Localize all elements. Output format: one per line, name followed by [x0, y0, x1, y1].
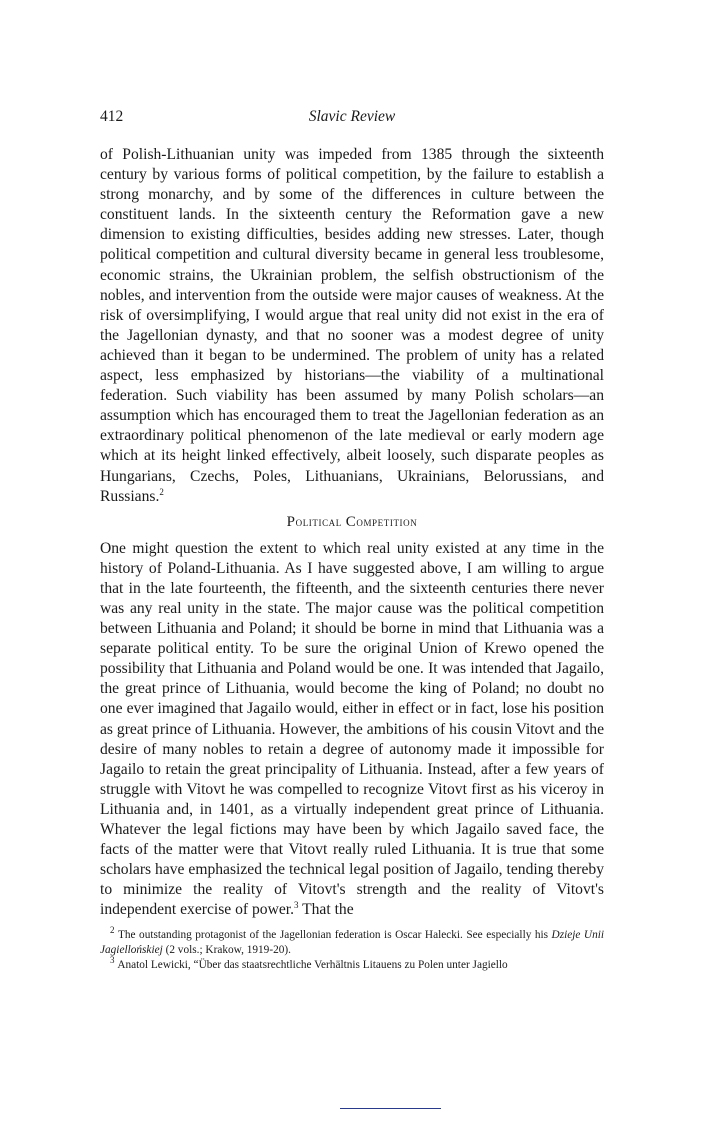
page-number: 412 [100, 108, 124, 125]
paragraph-2-tail: That the [298, 901, 354, 919]
footnote-3-text: Anatol Lewicki, “Über das staatsrechtliche Verhältnis Litauens zu Polen unter Jagiello [117, 959, 508, 972]
heading-cap-1: P [286, 513, 296, 530]
footnote-ref-2[interactable]: 2 [159, 486, 164, 497]
running-head [100, 108, 604, 132]
heading-word-1: olitical [295, 513, 342, 529]
journal-title: Slavic Review [308, 108, 396, 125]
journal-page [100, 108, 604, 973]
paragraph-1-text: of Polish-Lithuanian unity was impeded from 1385 through the sixteenth century by various forms of political competition, by the failure to establish a strong monarchy, and by some of the differences in culture between the constituent lands. In the sixteenth century the Reformation gave a new dimension to existing difficulties, besides adding new stresses. Later, though political competition and cultural diversity became in general less troublesome, economic strains, the Ukrainian problem, the selfish obstructionism of the nobles, and intervention from the outside were major causes of weakness. At the risk of oversimplifying, I would argue that real unity did not exist in the era of the Jagellonian dynasty, and that no sooner was a modest degree of unity achieved than it began to be undermined. The problem of unity has a related aspect, less emphasized by historians—the viability of a multinational federation. Such viability has been assumed by many Polish scholars—an assumption which has encouraged them to treat the Jagellonian federation as an extraordinary political phenomenon of the late medieval or early modern age which at its height linked effectively, albeit loosely, such disparate peoples as Hungarians, Czechs, Poles, Lithuanians, Ukrainians, Belorussians, and Russians. [100, 146, 604, 505]
footnotes [100, 925, 604, 973]
footnote-2-text: The outstanding protagonist of the Jagellonian federation is Oscar Halecki. See especially his [118, 929, 552, 942]
paragraph-2-text: One might question the extent to which real unity existed at any time in the history of Poland-Lithuania. As I have suggested above, I am willing to argue that in the late fourteenth, the fifteenth, and the sixteenth centuries there never was any real unity in the state. The major cause was the political competition between Lithuania and Poland; it should be borne in mind that Lithuania was a separate political entity. To be sure the original Union of Krewo opened the possibility that Lithuania and Poland would be one. It was intended that Jagailo, the great prince of Lithuania, would become the king of Poland; no doubt no one ever imagined that Jagailo would, either in effect or in fact, lose his position as great prince of Lithuania. However, the ambitions of his cousin Vitovt and the desire of many nobles to retain a degree of autonomy made it impossible for Jagailo to retain the great principality of Lithuania. Instead, after a few years of struggle with Vitovt he was compelled to recognize Vitovt first as his viceroy in Lithuania and, in 1401, as a virtually independent great prince of Lithuania. Whatever the legal fictions may have been by which Jagailo saved face, the facts of the matter were that Vitovt really ruled Lithuania. It is true that some scholars have emphasized the technical legal position of Jagailo, tending thereby to minimize the reality of Vitovt's strength and the reality of Vitovt's independent exercise of power. [100, 539, 604, 919]
footnote-2-title: Dzieje Unii Jagiellońskiej [100, 929, 604, 957]
bottom-rule [340, 1108, 441, 1109]
footnote-2 [100, 925, 604, 958]
paragraph-2 [100, 539, 604, 921]
footnote-ref-3[interactable]: 3 [293, 900, 299, 911]
footnote-3-number: 3 [110, 955, 115, 966]
footnote-3 [100, 955, 604, 973]
heading-cap-2: C [345, 513, 357, 530]
footnote-2-citation: (2 vols.; Krakow, 1919-20). [162, 944, 291, 957]
footnote-2-number: 2 [110, 925, 115, 936]
article-body [100, 145, 604, 920]
paragraph-1 [100, 145, 604, 507]
section-heading [100, 513, 604, 531]
heading-word-2: ompetition [356, 513, 418, 529]
